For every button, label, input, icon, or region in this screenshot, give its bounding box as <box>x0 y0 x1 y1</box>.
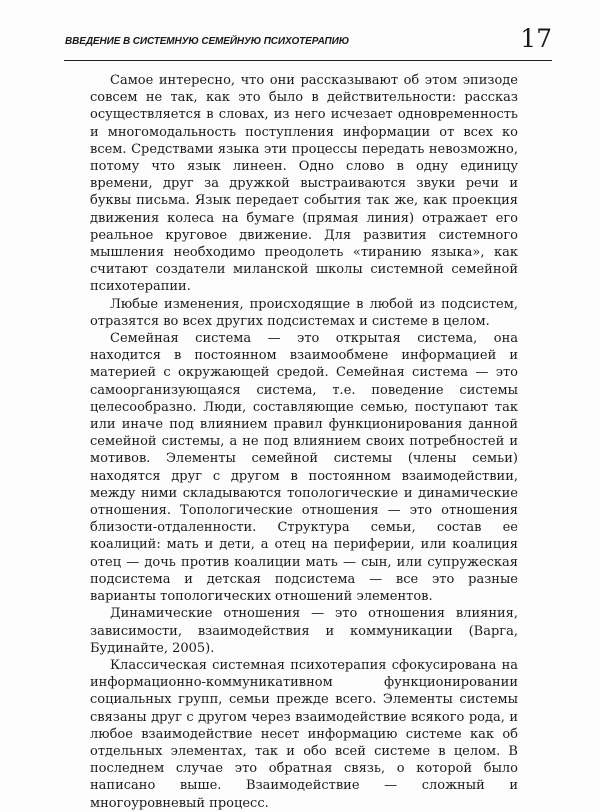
page-number: 17 <box>520 24 552 53</box>
paragraph-4: Динамические отношения — это отношения влияния, зависимости, взаимодействия и коммуникации (Варга, Будинайте, 2005). <box>90 606 518 656</box>
running-title: ВВЕДЕНИЕ В СИСТЕМНУЮ СЕМЕЙНУЮ ПСИХОТЕРАПИЮ <box>65 36 350 47</box>
paragraph-2: Любые изменения, происходящие в любой из подсистем, отразятся во всех других подсистемах и системе в целом. <box>90 296 518 329</box>
paragraph-1: Самое интересно, что они рассказывают об этом эпизоде совсем не так, как это было в действительности: рассказ осуществляется в словах, из него исчезает одновременность и многомодальность поступления информации от всех ко всем. Средствами языка эти процессы передать невозможно, потому что язык линеен. Одно слово в одну единицу времени, друг за дружкой выстраиваются звуки речи и буквы письма. Язык передает события так же, как проекция движения колеса на бумаге (прямая линия) отражает его реальное круговое движение. Для развития системного мышления необходимо преодолеть «тиранию языка», как считают создатели миланской школы системной семейной психотерапии. <box>90 73 518 295</box>
paragraph-5: Классическая системная психотерапия сфокусирована на информационно-коммуникативном функционировании социальных групп, семьи прежде всего. Элементы системы связаны друг с другом через взаимодействие всякого рода, и любое взаимодействие несет информацию системе как об отдельных элементах, так и обо всей системе в целом. В последнем случае это обратная связь, о которой было написано выше. Взаимодействие — сложный и многоуровневый процесс. <box>90 657 518 811</box>
running-header <box>64 24 552 61</box>
paragraph-3: Семейная система — это открытая система, она находится в постоянном взаимообмене информацией и материей с окружающей средой. Семейная система — это самоорганизующаяся система, т.е. поведение системы целесообразно. Люди, составляющие семью, поступают так или иначе под влиянием правил функционирования данной семейной системы, а не под влиянием своих потребностей и мотивов. Элементы семейной системы (члены семьи) находятся друг с другом в постоянном взаимодействии, между ними складываются топологические и динамические отношения. Топологические отношения — это отношения близости-отдаленности. Структура семьи, состав ее коалиций: мать и дети, а отец на периферии, или коалиция отец — дочь против коалиции мать — сын, или супружеская подсистема и детская подсистема — все это разные варианты топологических отношений элементов. <box>90 331 518 605</box>
body-text <box>90 72 518 812</box>
